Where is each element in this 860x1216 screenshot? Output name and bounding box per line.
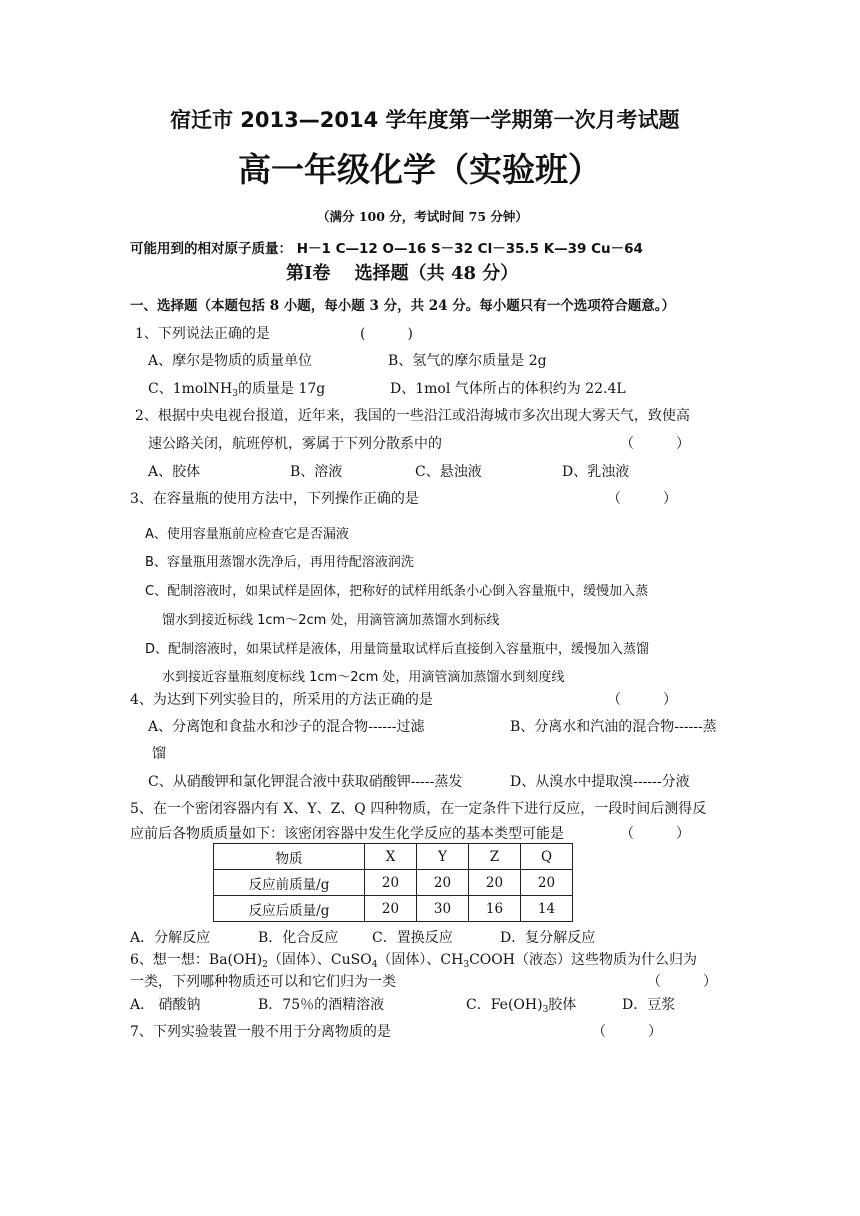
exam-title-line1: 宿迁市 2013—2014 学年度第一学期第一次月考试题 xyxy=(170,108,680,132)
q5-option-b: B．化合反应 xyxy=(258,930,339,946)
table-header-cell: X xyxy=(365,844,417,870)
q3-option-b: B、容量瓶用蒸馏水洗净后，再用待配溶液润洗 xyxy=(145,555,414,570)
q4-option-d: D、从溴水中提取溴------分液 xyxy=(510,774,690,790)
table-row xyxy=(214,896,573,922)
table-header-cell: Z xyxy=(469,844,521,870)
q1-option-d: D、1mol 气体所占的体积约为 22.4L xyxy=(390,381,626,397)
table-cell: 30 xyxy=(417,896,469,922)
q3-option-a: A、使用容量瓶前应检查它是否漏液 xyxy=(145,527,349,542)
table-cell: 20 xyxy=(365,896,417,922)
q6-stem-line1: 6、想一想：$Ba(OH)_2$（固体）、CuSO$_4$（固体）、$CH_3COOH$（液态）这些物质为什么归为 xyxy=(130,952,697,970)
exam-subtitle: （满分 100 分，考试时间 75 分钟） xyxy=(317,209,528,224)
table-cell: 16 xyxy=(469,896,521,922)
q2-stem-line1: 2、根据中央电视台报道，近年来，我国的一些沿江或沿海城市多次出现大雾天气，致使高 xyxy=(135,408,690,424)
atomic-mass-line: 可能用到的相对原子质量： H－1 C—12 O—16 S－32 Cl－35.5 K—39 Cu－64 xyxy=(130,241,643,257)
table-cell: 20 xyxy=(521,870,573,896)
q1-stem: 1、下列说法正确的是 xyxy=(135,326,270,342)
q5-stem-line1: 5、在一个密闭容器内有 X、Y、Z、Q 四种物质，在一定条件下进行反应，一段时间后测得反 xyxy=(130,801,707,817)
q2-option-a: A、胶体 xyxy=(148,464,201,480)
q6-answer-paren: （ ） xyxy=(647,974,717,990)
q6-option-b: B．75％的酒精溶液 xyxy=(258,997,385,1013)
q6-option-d: D．豆浆 xyxy=(622,997,676,1013)
q3-option-c-line2: 馏水到接近标线 1cm～2cm 处，用滴管滴加蒸馏水到标线 xyxy=(162,613,500,628)
table-header-cell: Y xyxy=(417,844,469,870)
q4-answer-paren: （ ） xyxy=(607,692,677,708)
q2-option-d: D、乳浊液 xyxy=(562,464,630,480)
q2-stem-line2: 速公路关闭，航班停机，雾属于下列分散系中的 xyxy=(148,436,442,452)
table-header-cell: Q xyxy=(521,844,573,870)
table-cell: 20 xyxy=(365,870,417,896)
q6-stem-line2: 一类，下列哪种物质还可以和它们归为一类 xyxy=(130,974,396,990)
q6-option-a: A． 硝酸钠 xyxy=(130,997,201,1013)
q5-stem-line2: 应前后各物质质量如下：该密闭容器中发生化学反应的基本类型可能是 xyxy=(130,826,564,842)
q5-option-a: A．分解反应 xyxy=(130,930,211,946)
exam-title-line2: 高一年级化学（实验班） xyxy=(238,150,601,189)
q3-option-c-line1: C、配制溶液时，如果试样是固体，把称好的试样用纸条小心倒入容量瓶中，缓慢加入蒸 xyxy=(145,584,649,599)
q7-answer-paren: （ ） xyxy=(592,1024,662,1040)
table-cell: 14 xyxy=(521,896,573,922)
q4-option-c: C、从硝酸钾和氯化钾混合液中获取硝酸钾-----蒸发 xyxy=(148,774,463,790)
q1-option-a: A、摩尔是物质的质量单位 xyxy=(148,353,313,369)
table-header-cell: 物质 xyxy=(214,844,365,870)
q4-option-a: A、分离饱和食盐水和沙子的混合物------过滤 xyxy=(148,719,425,735)
q5-mass-table xyxy=(213,843,573,922)
q3-option-d-line1: D、配制溶液时，如果试样是液体，用量筒量取试样后直接倒入容量瓶中，缓慢加入蒸馏 xyxy=(145,642,650,657)
q5-answer-paren: （ ） xyxy=(620,826,690,842)
q2-answer-paren: （ ） xyxy=(620,436,690,452)
q6-option-c: C．$Fe(OH)_3$胶体 xyxy=(466,997,577,1015)
q5-option-c: C．置换反应 xyxy=(372,930,453,946)
table-cell: 20 xyxy=(469,870,521,896)
table-row xyxy=(214,870,573,896)
q5-option-d: D．复分解反应 xyxy=(500,930,596,946)
q1-option-c: C、1molNH$_3$的质量是 17g xyxy=(148,381,326,399)
q3-answer-paren: （ ） xyxy=(607,491,677,507)
table-cell: 反应前质量/g xyxy=(214,870,365,896)
section-heading: 第Ⅰ卷 选择题（共 48 分） xyxy=(286,263,519,284)
q1-answer-paren: ( ) xyxy=(360,326,413,342)
q7-stem: 7、下列实验装置一般不用于分离物质的是 xyxy=(130,1024,391,1040)
q3-option-d-line2: 水到接近容量瓶刻度标线 1cm～2cm 处，用滴管滴加蒸馏水到刻度线 xyxy=(162,670,565,685)
q2-option-c: C、悬浊液 xyxy=(415,464,482,480)
q4-option-b-line1: B、分离水和汽油的混合物------蒸 xyxy=(510,719,717,735)
table-cell: 反应后质量/g xyxy=(214,896,365,922)
q4-stem: 4、为达到下列实验目的，所采用的方法正确的是 xyxy=(130,692,433,708)
table-header-row xyxy=(214,844,573,870)
q2-option-b: B、溶液 xyxy=(290,464,343,480)
section-instructions: 一、选择题（本题包括 8 小题，每小题 3 分，共 24 分。每小题只有一个选项符合题意。） xyxy=(130,298,676,314)
table-cell: 20 xyxy=(417,870,469,896)
q3-stem: 3、在容量瓶的使用方法中，下列操作正确的是 xyxy=(130,491,419,507)
q4-option-b-line2: 馏 xyxy=(152,746,166,762)
q1-option-b: B、氢气的摩尔质量是 2g xyxy=(388,353,547,369)
